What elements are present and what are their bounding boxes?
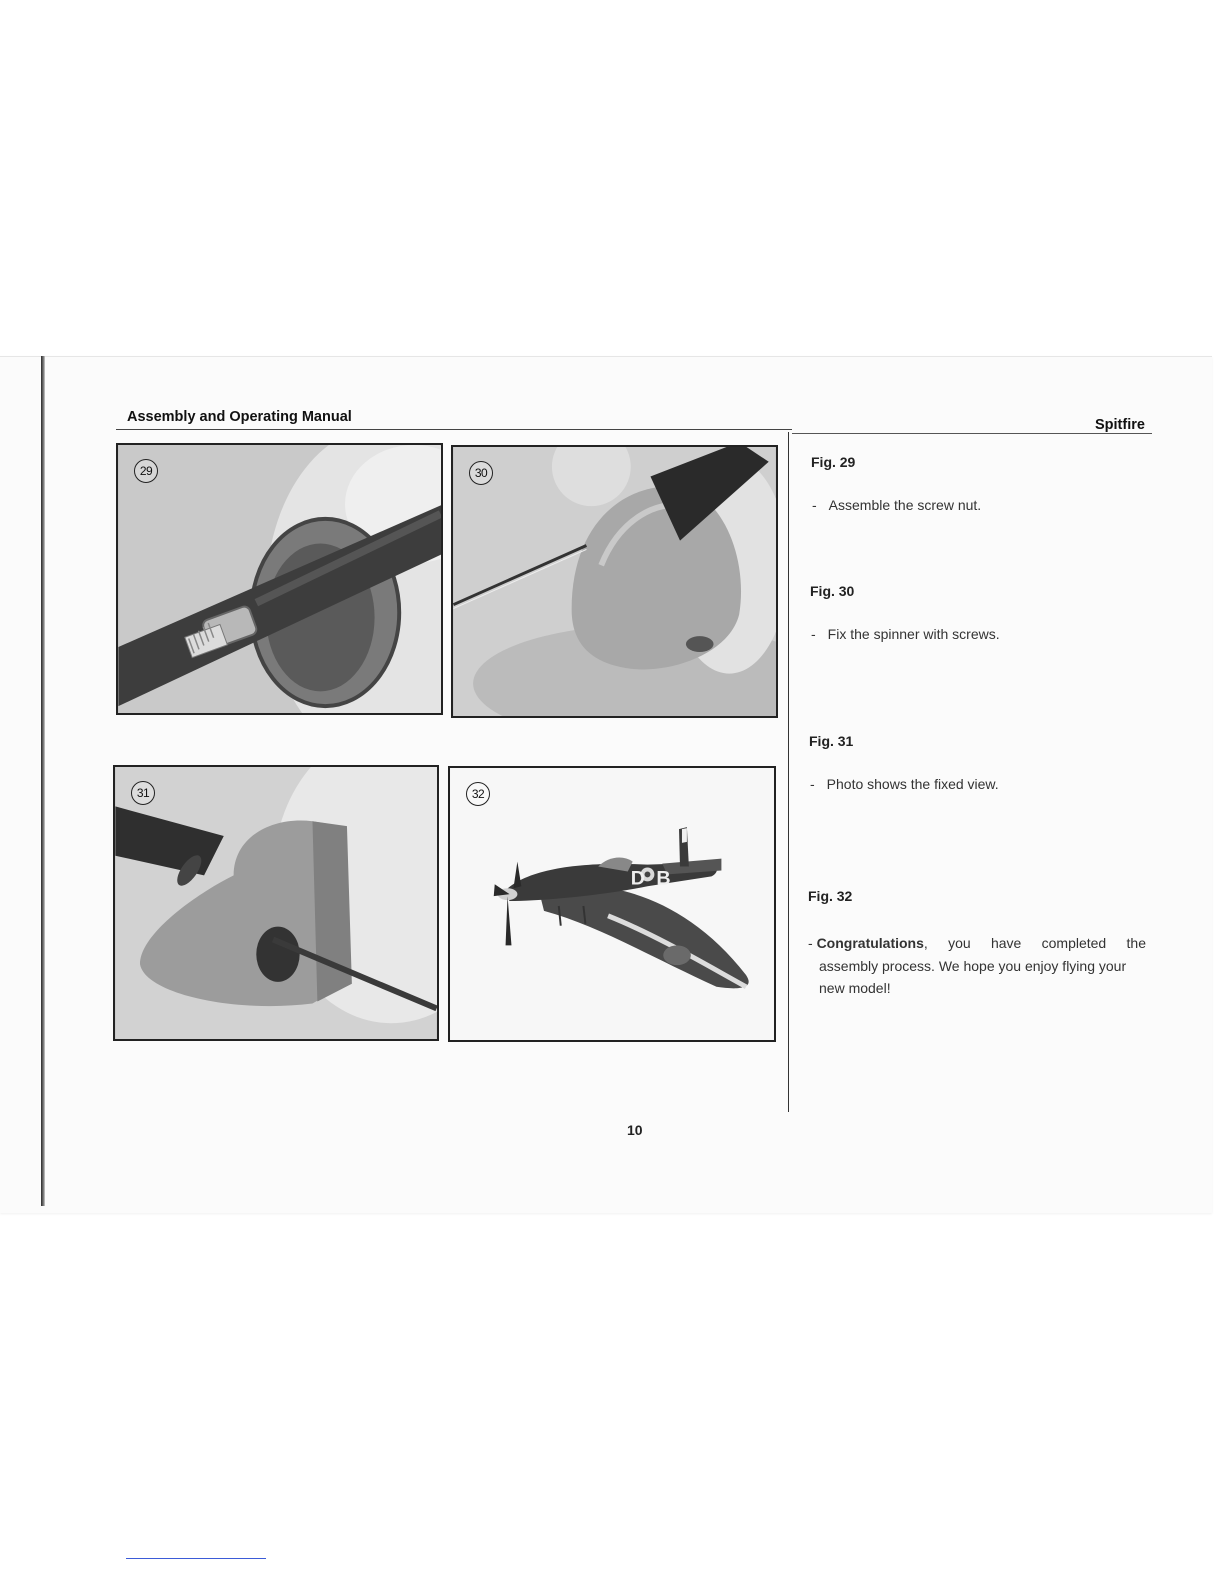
fig-31-title: Fig. 31 <box>809 733 854 749</box>
word: you <box>948 935 971 951</box>
fig-29-title: Fig. 29 <box>811 454 856 470</box>
figure-number-badge: 31 <box>131 781 155 805</box>
word: completed <box>1041 935 1107 951</box>
list-marker: - <box>810 776 815 792</box>
svg-text:B: B <box>656 867 671 890</box>
congratulations-text: Congratulations <box>816 935 924 951</box>
figure-number-badge: 29 <box>134 459 158 483</box>
fig-31-instruction: Photo shows the fixed view. <box>826 776 999 792</box>
page-number: 10 <box>627 1122 643 1138</box>
comma: , <box>923 935 928 951</box>
fig-31-text <box>810 773 999 795</box>
photo-32-image <box>450 768 774 1040</box>
fig-30-text <box>811 623 1000 645</box>
photo-29-image <box>118 445 441 713</box>
model-name: Spitfire <box>1095 417 1145 433</box>
fig-32-title: Fig. 32 <box>808 888 853 904</box>
list-marker: - <box>808 935 813 951</box>
fig-29-instruction: Assemble the screw nut. <box>828 497 982 513</box>
fig-32-line-2: assembly process. We hope you enjoy flying your <box>819 957 1127 974</box>
photo-fig-32 <box>448 766 776 1042</box>
photo-fig-31 <box>113 765 439 1041</box>
fig-32-line-3: new model! <box>819 980 891 996</box>
list-marker: - <box>812 497 817 513</box>
header-rule-right <box>792 433 1152 434</box>
header-rule <box>116 429 792 430</box>
fig-32-text <box>808 932 1146 1000</box>
photo-fig-30 <box>451 445 778 718</box>
stray-underline <box>126 1558 266 1559</box>
fig-29-text <box>812 494 981 516</box>
figure-number-badge: 30 <box>469 461 493 485</box>
manual-title: Assembly and Operating Manual <box>127 409 352 425</box>
photo-fig-29 <box>116 443 443 715</box>
photo-31-image <box>115 767 437 1039</box>
figure-number-badge: 32 <box>466 782 490 806</box>
word: have <box>990 935 1022 951</box>
fig-30-title: Fig. 30 <box>810 583 855 599</box>
page-binding <box>41 356 45 1206</box>
word: the <box>1126 935 1146 951</box>
photo-30-image <box>453 447 776 716</box>
column-divider <box>788 432 789 1112</box>
list-marker: - <box>811 626 816 642</box>
svg-text:D: D <box>630 867 645 890</box>
fig-30-instruction: Fix the spinner with screws. <box>827 626 1000 642</box>
fig-32-line-1 <box>808 932 1146 955</box>
